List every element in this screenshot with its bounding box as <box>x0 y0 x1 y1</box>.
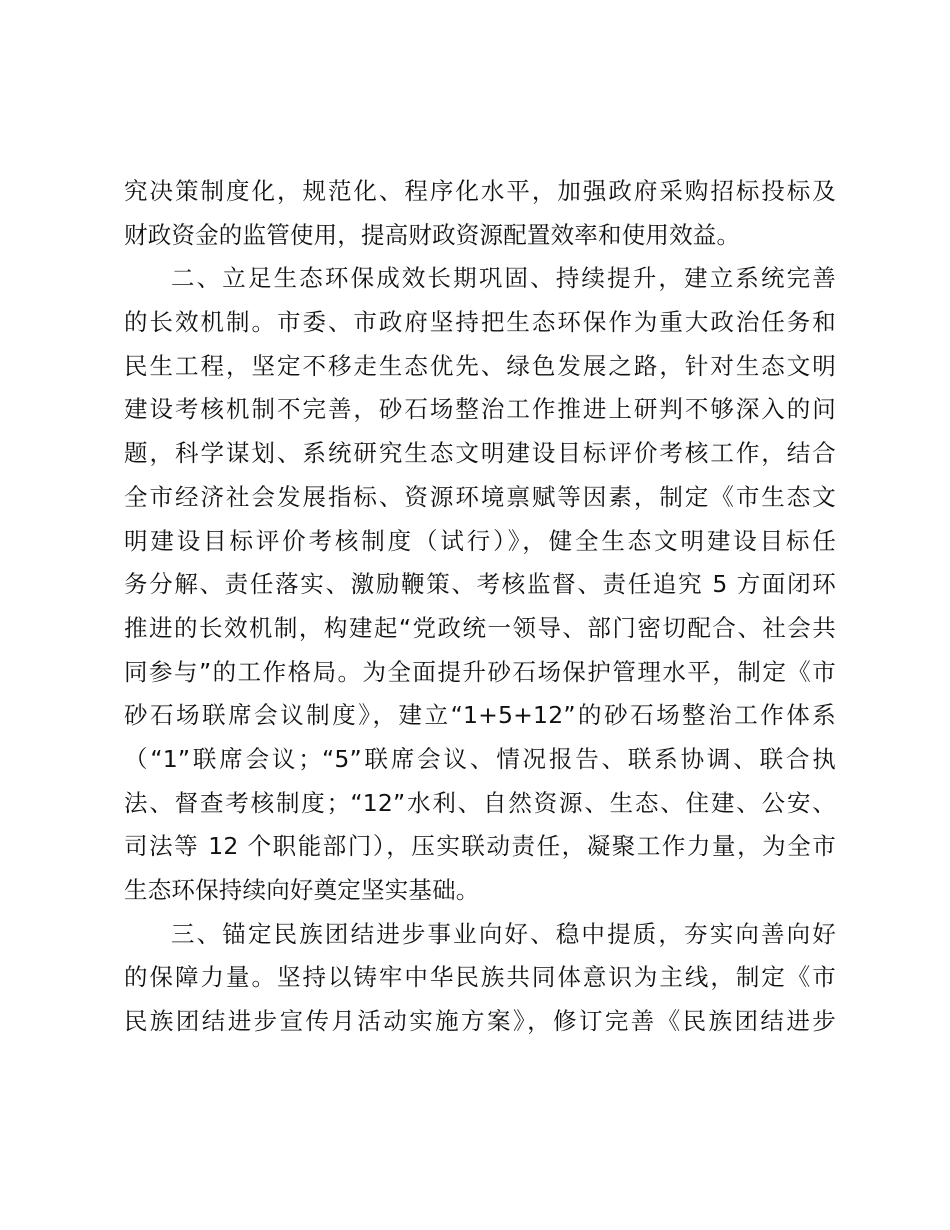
text-line: 推进的长效机制，构建起“党政统一领导、部门密切配合、社会共 <box>124 613 836 642</box>
text-line: 民族团结进步宣传月活动实施方案》，修订完善《民族团结进步 <box>124 1007 836 1036</box>
text-line: 二、立足生态环保成效长期巩固、持续提升，建立系统完善 <box>171 264 836 293</box>
text-line: 的保障力量。坚持以铸牢中华民族共同体意识为主线，制定《市 <box>124 963 836 992</box>
text-line: 财政资金的监管使用，提高财政资源配置效率和使用效益。 <box>124 220 741 249</box>
text-line: 司法等 12 个职能部门），压实联动责任，凝聚工作力量，为全市 <box>124 832 836 861</box>
paragraph-3 <box>124 913 836 1044</box>
text-line: 砂石场联席会议制度》，建立“1+5+12”的砂石场整治工作体系 <box>124 701 836 730</box>
text-line: 务分解、责任落实、激励鞭策、考核监督、责任追究 5 方面闭环 <box>124 570 836 599</box>
text-line: 同参与”的工作格局。为全面提升砂石场保护管理水平，制定《市 <box>124 657 836 686</box>
text-line: （“1”联席会议；“5”联席会议、情况报告、联系协调、联合执 <box>124 744 836 773</box>
text-line: 究决策制度化，规范化、程序化水平，加强政府采购招标投标及 <box>124 177 836 205</box>
text-line: 建设考核机制不完善，砂石场整治工作推进上研判不够深入的问 <box>124 395 836 424</box>
text-line: 民生工程，坚定不移走生态优先、绿色发展之路，针对生态文明 <box>124 351 836 380</box>
document-body <box>124 170 836 1044</box>
text-line: 法、督查考核制度；“12”水利、自然资源、生态、住建、公安、 <box>124 788 836 817</box>
text-line: 生态环保持续向好奠定坚实基础。 <box>124 876 480 904</box>
paragraph-2 <box>124 257 836 912</box>
text-line: 的长效机制。市委、市政府坚持把生态环保作为重大政治任务和 <box>124 308 836 337</box>
text-line: 三、锚定民族团结进步事业向好、稳中提质，夯实向善向好 <box>171 919 836 948</box>
text-line: 全市经济社会发展指标、资源环境禀赋等因素，制定《市生态文 <box>124 482 836 511</box>
text-line: 明建设目标评价考核制度（试行）》，健全生态文明建设目标任 <box>124 526 836 555</box>
paragraph-1 <box>124 170 836 257</box>
text-line: 题，科学谋划、系统研究生态文明建设目标评价考核工作，结合 <box>124 439 836 468</box>
